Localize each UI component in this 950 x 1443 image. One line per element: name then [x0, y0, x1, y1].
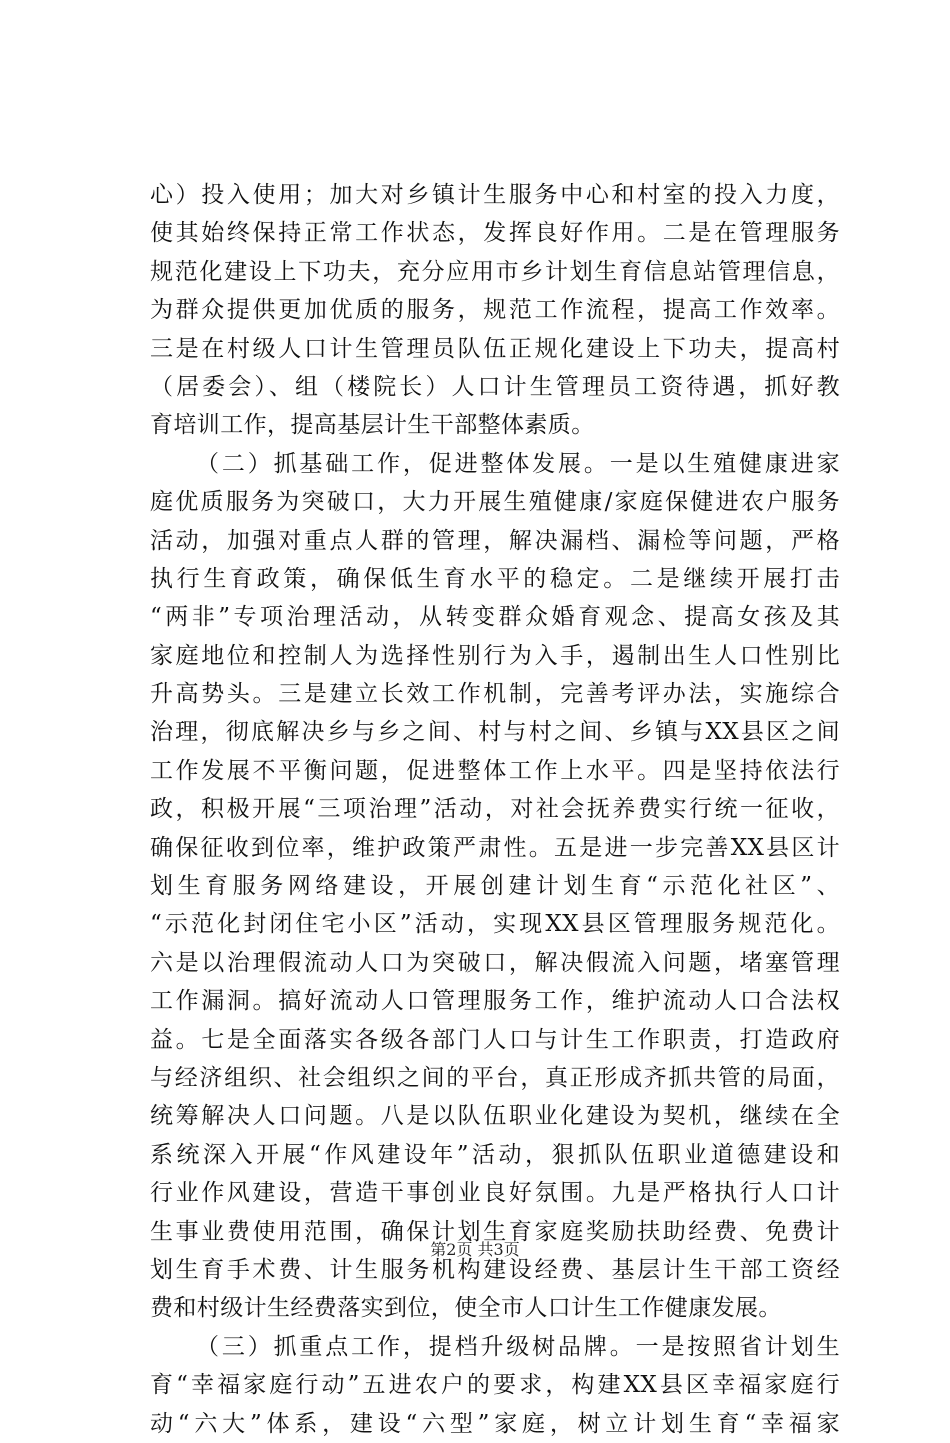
- text-line: 六是以治理假流动人口为突破口，解决假流入问题，堵塞管理: [150, 949, 840, 976]
- text-line: 费和村级计生经费落实到位，使全市人口计生工作健康发展。: [150, 1295, 782, 1322]
- text-line: 治理，彻底解决乡与乡之间、村与村之间、乡镇与XX县区之间: [150, 719, 840, 746]
- text-line: 确保征收到位率，维护政策严肃性。五是进一步完善XX县区计: [150, 834, 840, 861]
- text-line: （二）抓基础工作，促进整体发展。一是以生殖健康进家: [196, 450, 840, 477]
- text-line: （三）抓重点工作，提档升级树品牌。一是按照省计划生: [196, 1333, 840, 1360]
- text-line: 政，积极开展“三项治理”活动，对社会抚养费实行统一征收，: [150, 796, 840, 823]
- text-line: 统筹解决人口问题。八是以队伍职业化建设为契机，继续在全: [150, 1103, 840, 1130]
- text-line: 育培训工作，提高基层计生干部整体素质。: [150, 412, 595, 439]
- text-line: 益。七是全面落实各级各部门人口与计生工作职责，打造政府: [150, 1026, 840, 1053]
- text-line: 心）投入使用；加大对乡镇计生服务中心和村室的投入力度，: [150, 182, 840, 208]
- text-line: 升高势头。三是建立长效工作机制，完善考评办法，实施综合: [150, 681, 840, 708]
- page-footer: 第2页 共3页: [430, 1240, 520, 1259]
- text-line: 活动，加强对重点人群的管理，解决漏档、漏检等问题，严格: [150, 527, 840, 554]
- text-line: 生事业费使用范围，确保计划生育家庭奖励扶助经费、免费计: [150, 1218, 840, 1245]
- text-line: 育“幸福家庭行动”五进农户的要求，构建XX县区幸福家庭行: [150, 1372, 840, 1399]
- text-line: 为群众提供更加优质的服务，规范工作流程，提高工作效率。: [150, 297, 840, 324]
- text-line: 与经济组织、社会组织之间的平台，真正形成齐抓共管的局面，: [150, 1064, 840, 1091]
- text-line: 使其始终保持正常工作状态，发挥良好作用。二是在管理服务: [150, 220, 840, 247]
- text-line: 划生育手术费、计生服务机构建设经费、基层计生干部工资经: [150, 1256, 840, 1283]
- text-line: （居委会）、组（楼院长）人口计生管理员工资待遇，抓好教: [150, 373, 840, 400]
- text-line: 工作漏洞。搞好流动人口管理服务工作，维护流动人口合法权: [150, 988, 840, 1015]
- text-line: 系统深入开展“作风建设年”活动，狠抓队伍职业道德建设和: [150, 1141, 840, 1168]
- text-line: 划生育服务网络建设，开展创建计划生育“示范化社区”、: [150, 873, 840, 900]
- text-line: 工作发展不平衡问题，促进整体工作上水平。四是坚持依法行: [150, 757, 840, 784]
- text-line: “两非”专项治理活动，从转变群众婚育观念、提高女孩及其: [150, 604, 840, 631]
- text-line: “示范化封闭住宅小区”活动，实现XX县区管理服务规范化。: [150, 911, 840, 938]
- text-line: 规范化建设上下功夫，充分应用市乡计划生育信息站管理信息，: [150, 258, 840, 285]
- text-line: 庭优质服务为突破口，大力开展生殖健康/家庭保健进农户服务: [150, 489, 840, 516]
- text-line: 执行生育政策，确保低生育水平的稳定。二是继续开展打击: [150, 565, 840, 592]
- text-line: 三是在村级人口计生管理员队伍正规化建设上下功夫，提高村: [150, 335, 840, 362]
- text-line: 家庭地位和控制人为选择性别行为入手，遏制出生人口性别比: [150, 642, 840, 669]
- text-line: 行业作风建设，营造干事创业良好氛围。九是严格执行人口计: [150, 1180, 840, 1207]
- text-line: 动“六大”体系，建设“六型”家庭，树立计划生育“幸福家: [150, 1410, 840, 1437]
